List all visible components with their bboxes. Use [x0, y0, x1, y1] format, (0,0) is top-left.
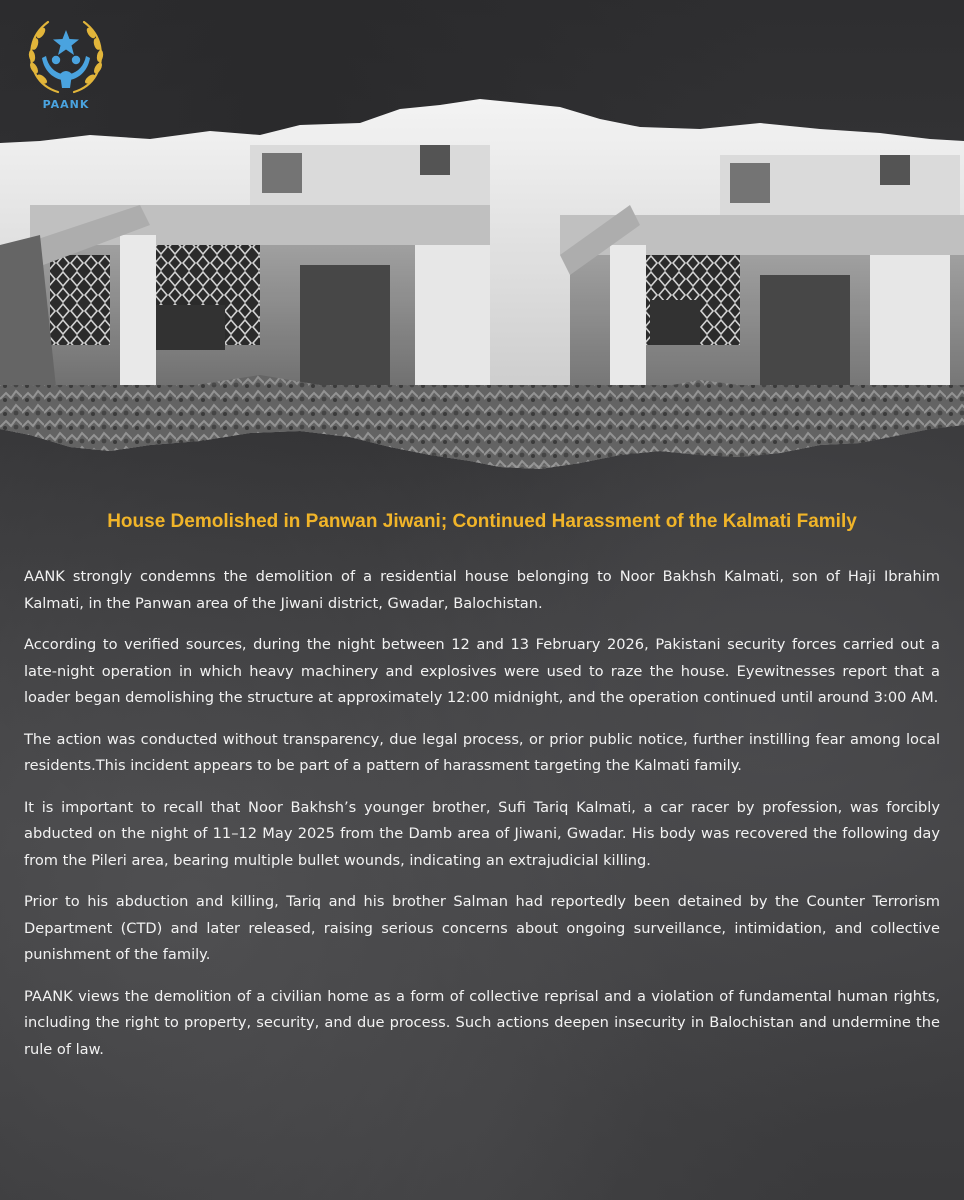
paragraph-5: Prior to his abduction and killing, Tariq and his brother Salman had reportedly been detained by the Counter Terrorism Department (CTD) and later released, raising serious concerns about ongoing surveillance, intimidation, and collective punishment of the family.	[24, 893, 940, 963]
article-body	[24, 564, 940, 1078]
paragraph-1: AANK strongly condemns the demolition of a residential house belonging to Noor Bakhsh Kalmati, son of Haji Ibrahim Kalmati, in the Panwan area of the Jiwani district, Gwadar, Balochistan.	[24, 568, 940, 612]
paragraph-2: According to verified sources, during the night between 12 and 13 February 2026, Pakistani security forces carried out a late-night operation in which heavy machinery and explosives were used to raze the house. Eyewitnesses report that a loader began demolishing the structure at approximately 12:00 midnight, and the operation continued until around 3:00 AM.	[24, 636, 940, 706]
ruins-image	[0, 95, 964, 495]
logo-text: PAANK	[42, 98, 90, 111]
paragraph-4: It is important to recall that Noor Bakhsh’s younger brother, Sufi Tariq Kalmati, a car racer by profession, was forcibly abducted on the night of 11–12 May 2025 from the Damb area of Jiwani, Gwadar. His body was recovered the following day from the Pileri area, bearing multiple bullet wounds, indicating an extrajudicial killing.	[24, 798, 940, 869]
paragraph-3: The action was conducted without transparency, due legal process, or prior public notice, further instilling fear among local residents.This incident appears to be part of a pattern of harassment targeting the Kalmati family.	[24, 730, 940, 774]
demolished-house-photo	[0, 95, 964, 495]
paragraph-6: PAANK views the demolition of a civilian home as a form of collective reprisal and a violation of fundamental human rights, including the right to property, security, and due process. Such actions deepen insecurity in Balochistan and undermine the rule of law.	[24, 987, 940, 1058]
article-headline: House Demolished in Panwan Jiwani; Continued Harassment of the Kalmati Family	[107, 511, 857, 532]
logo-emblem-icon	[18, 8, 114, 104]
